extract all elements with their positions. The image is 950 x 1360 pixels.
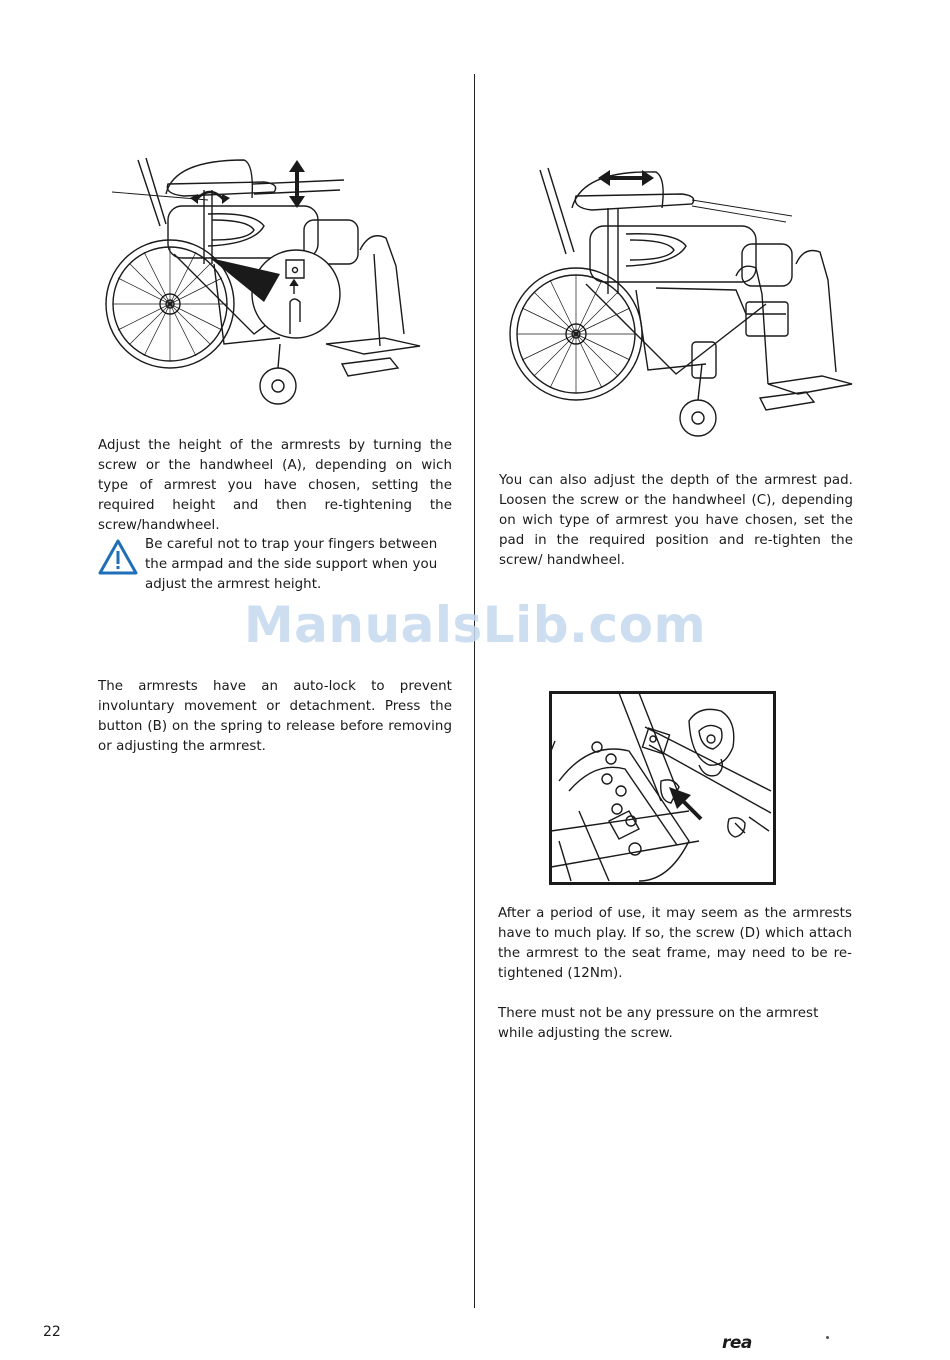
left-paragraph-height-adjust: Adjust the height of the armrests by turning the screw or the handwheel (A), depending on wich type of armrest you have chosen, setting the required height and then re-tightening the screw/handwheel. <box>98 438 452 533</box>
footer-dot <box>826 1336 829 1339</box>
page-number: 22 <box>43 1324 61 1340</box>
right-paragraph-screw-play: After a period of use, it may seem as the armrests have to much play. If so, the screw (D) which attach the armrest to the seat frame, may need to be re-tightened (12Nm). <box>498 906 852 981</box>
wheelchair-height-adjust-figure <box>104 154 428 414</box>
right-paragraph-no-pressure: There must not be any pressure on the armrest while adjusting the screw. <box>498 1006 819 1041</box>
rea-logo: rea <box>722 1333 752 1353</box>
left-paragraph-auto-lock: The armrests have an auto-lock to prevent involuntary movement or detachment. Press the button (B) on the spring to release before removing or adjusting the armrest. <box>98 679 452 754</box>
warning-text: Be careful not to trap your fingers between the armpad and the side support when you adjust the armrest height. <box>145 537 438 592</box>
watermark: ManualsLib.com <box>243 596 707 654</box>
wheelchair-depth-adjust-figure <box>506 164 856 448</box>
warning-triangle-icon <box>97 538 139 576</box>
column-divider <box>474 74 475 1308</box>
armrest-screw-closeup-figure <box>549 691 776 885</box>
right-paragraph-depth-adjust: You can also adjust the depth of the armrest pad. Loosen the screw or the handwheel (C), depending on wich type of armrest you have chosen, set the pad in the required position and re-tighten the screw/ handwheel. <box>499 473 853 568</box>
